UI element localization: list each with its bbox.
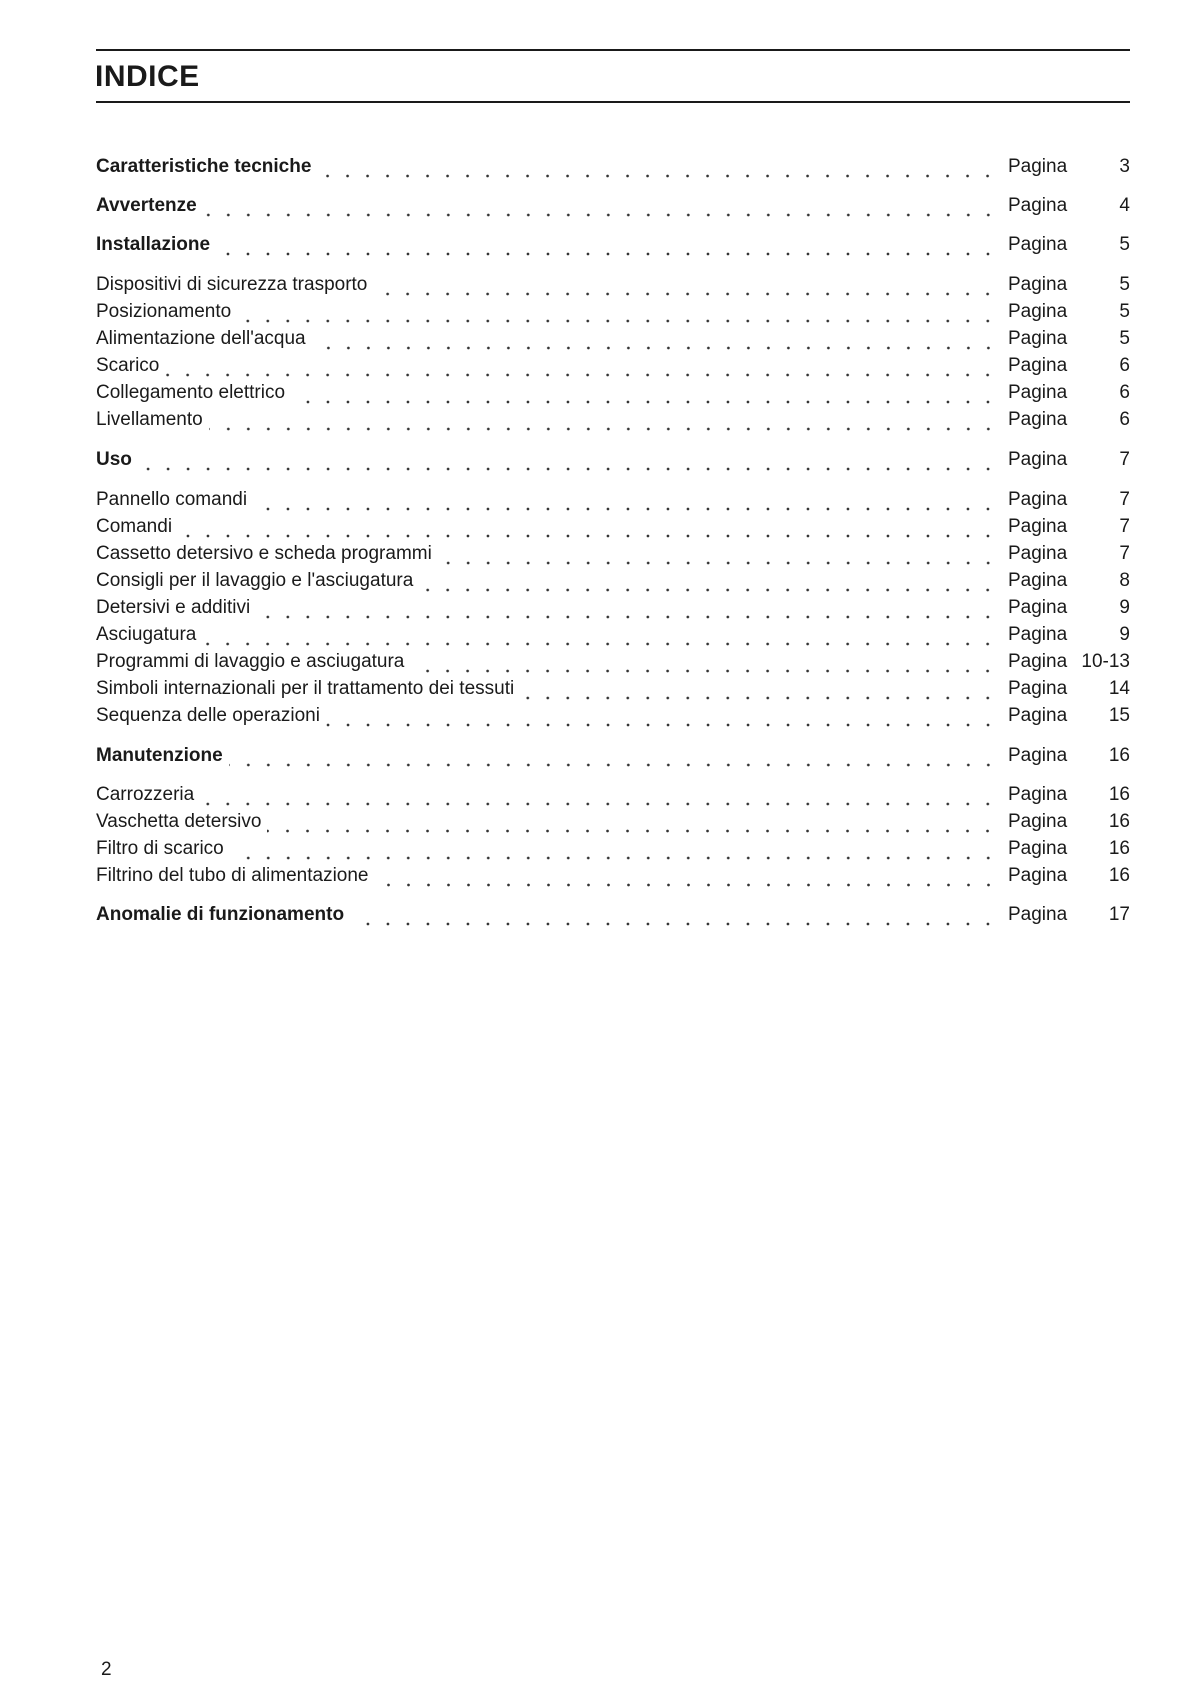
toc-entry: [96, 324, 1130, 350]
toc-entry-label: Caratteristiche tecniche: [96, 156, 312, 177]
toc-page-label: Pagina: [1008, 301, 1068, 322]
toc-entry: [96, 593, 1130, 619]
toc-section-entry: [96, 230, 1130, 256]
toc-page-label: Pagina: [1008, 745, 1068, 766]
toc-page-label: Pagina: [1008, 449, 1068, 470]
dot-leader: [200, 784, 998, 806]
dot-leader: [209, 409, 998, 431]
toc-entry: [96, 378, 1130, 404]
toc-entry-label: Scarico: [96, 355, 160, 376]
toc-entry: [96, 566, 1130, 592]
toc-page-number: 16: [1108, 745, 1130, 766]
toc-page-number: 4: [1119, 195, 1130, 216]
toc-section-entry: [96, 152, 1130, 178]
toc-entry-label: Dispositivi di sicurezza trasporto: [96, 274, 368, 295]
toc-entry-label: Detersivi e additivi: [96, 597, 251, 618]
dot-leader: [375, 865, 999, 887]
toc-page-label: Pagina: [1008, 570, 1068, 591]
toc-entry: [96, 834, 1130, 860]
toc-page-number: 7: [1119, 516, 1130, 537]
toc-page-label: Pagina: [1008, 784, 1068, 805]
toc-entry: [96, 539, 1130, 565]
toc-page-label: Pagina: [1008, 274, 1068, 295]
toc-page-label: Pagina: [1008, 382, 1068, 403]
toc-page-label: Pagina: [1008, 651, 1068, 672]
dot-leader: [203, 195, 998, 217]
toc-page-number: 8: [1119, 570, 1130, 591]
toc-entry-label: Filtro di scarico: [96, 838, 224, 859]
toc-page-label: Pagina: [1008, 678, 1068, 699]
toc-section-entry: [96, 445, 1130, 471]
toc-entry: [96, 485, 1130, 511]
dot-leader: [229, 745, 998, 767]
toc-entry: [96, 861, 1130, 887]
dot-leader: [138, 449, 998, 471]
toc-entry-label: Avvertenze: [96, 195, 197, 216]
dot-leader: [256, 597, 998, 619]
toc-entry-label: Installazione: [96, 234, 211, 255]
dot-leader: [312, 328, 998, 350]
toc-page-number: 3: [1119, 156, 1130, 177]
toc-entry: [96, 270, 1130, 296]
toc-page-label: Pagina: [1008, 409, 1068, 430]
toc-page-number: 7: [1119, 543, 1130, 564]
dot-leader: [326, 705, 998, 727]
toc-entry-label: Asciugatura: [96, 624, 197, 645]
toc-page-label: Pagina: [1008, 156, 1068, 177]
toc-entry-label: Filtrino del tubo di alimentazione: [96, 865, 369, 886]
toc-page-number: 6: [1119, 409, 1130, 430]
dot-leader: [237, 301, 998, 323]
toc-page-number: 6: [1119, 382, 1130, 403]
toc-entry-label: Cassetto detersivo e scheda programmi: [96, 543, 432, 564]
page-number: 2: [101, 1659, 112, 1680]
toc-entry-label: Anomalie di funzionamento: [96, 904, 345, 925]
toc-entry-label: Carrozzeria: [96, 784, 195, 805]
toc-page-number: 15: [1108, 705, 1130, 726]
dot-leader: [317, 156, 998, 178]
toc-entry-label: Sequenza delle operazioni: [96, 705, 320, 726]
toc-page-label: Pagina: [1008, 234, 1068, 255]
toc-page-label: Pagina: [1008, 328, 1068, 349]
dot-leader: [438, 543, 998, 565]
toc-entry-label: Livellamento: [96, 409, 203, 430]
dot-leader: [253, 489, 998, 511]
title-underline: [96, 101, 1130, 103]
toc-entry-label: Consigli per il lavaggio e l'asciugatura: [96, 570, 414, 591]
toc-page-number: 5: [1119, 328, 1130, 349]
toc-page-number: 17: [1108, 904, 1130, 925]
toc-entry: [96, 297, 1130, 323]
toc-page-label: Pagina: [1008, 597, 1068, 618]
toc-entry-label: Simboli internazionali per il trattamento dei tessuti: [96, 678, 515, 699]
dot-leader: [165, 355, 998, 377]
toc-page-number: 9: [1119, 624, 1130, 645]
toc-entry: [96, 512, 1130, 538]
toc-page-number: 16: [1108, 838, 1130, 859]
toc-entry-label: Posizionamento: [96, 301, 232, 322]
toc-entry: [96, 674, 1130, 700]
toc-page-number: 10-13: [1081, 651, 1130, 672]
toc-entry: [96, 780, 1130, 806]
toc-entry: [96, 807, 1130, 833]
toc-page-number: 16: [1108, 784, 1130, 805]
dot-leader: [230, 838, 998, 860]
toc-entry-label: Alimentazione dell'acqua: [96, 328, 306, 349]
toc-page-number: 5: [1119, 301, 1130, 322]
dot-leader: [410, 651, 998, 673]
toc-entry-label: Manutenzione: [96, 745, 223, 766]
toc-page-number: 6: [1119, 355, 1130, 376]
toc-page-label: Pagina: [1008, 838, 1068, 859]
toc-entry-label: Comandi: [96, 516, 173, 537]
toc-page-label: Pagina: [1008, 543, 1068, 564]
toc-page-label: Pagina: [1008, 516, 1068, 537]
dot-leader: [520, 678, 998, 700]
toc-entry-label: Collegamento elettrico: [96, 382, 286, 403]
dot-leader: [419, 570, 998, 592]
dot-leader: [373, 274, 998, 296]
toc-page-number: 16: [1108, 811, 1130, 832]
toc-section-entry: [96, 900, 1130, 926]
toc-page-label: Pagina: [1008, 195, 1068, 216]
toc-page-number: 9: [1119, 597, 1130, 618]
dot-leader: [216, 234, 998, 256]
toc-entry-label: Programmi di lavaggio e asciugatura: [96, 651, 405, 672]
toc-entry: [96, 647, 1130, 673]
toc-entry: [96, 351, 1130, 377]
toc-page-label: Pagina: [1008, 355, 1068, 376]
toc-page-number: 7: [1119, 449, 1130, 470]
toc-entry-label: Pannello comandi: [96, 489, 248, 510]
toc-page-label: Pagina: [1008, 811, 1068, 832]
toc-section-entry: [96, 741, 1130, 767]
toc-page-label: Pagina: [1008, 624, 1068, 645]
dot-leader: [291, 382, 998, 404]
toc-page-label: Pagina: [1008, 705, 1068, 726]
toc-page-label: Pagina: [1008, 865, 1068, 886]
toc-page-number: 7: [1119, 489, 1130, 510]
toc-entry-label: Vaschetta detersivo: [96, 811, 262, 832]
toc-page-number: 16: [1108, 865, 1130, 886]
dot-leader: [178, 516, 998, 538]
toc-entry: [96, 620, 1130, 646]
toc-page-number: 14: [1108, 678, 1130, 699]
toc-section-entry: [96, 191, 1130, 217]
toc-page-label: Pagina: [1008, 489, 1068, 510]
toc-page-number: 5: [1119, 274, 1130, 295]
top-rule: [96, 49, 1130, 51]
toc-page-label: Pagina: [1008, 904, 1068, 925]
dot-leader: [350, 904, 998, 926]
dot-leader: [202, 624, 998, 646]
dot-leader: [267, 811, 998, 833]
toc-entry: [96, 701, 1130, 727]
toc-entry-label: Uso: [96, 449, 132, 470]
page-title: INDICE: [95, 60, 200, 93]
toc-entry: [96, 405, 1130, 431]
toc-page-number: 5: [1119, 234, 1130, 255]
